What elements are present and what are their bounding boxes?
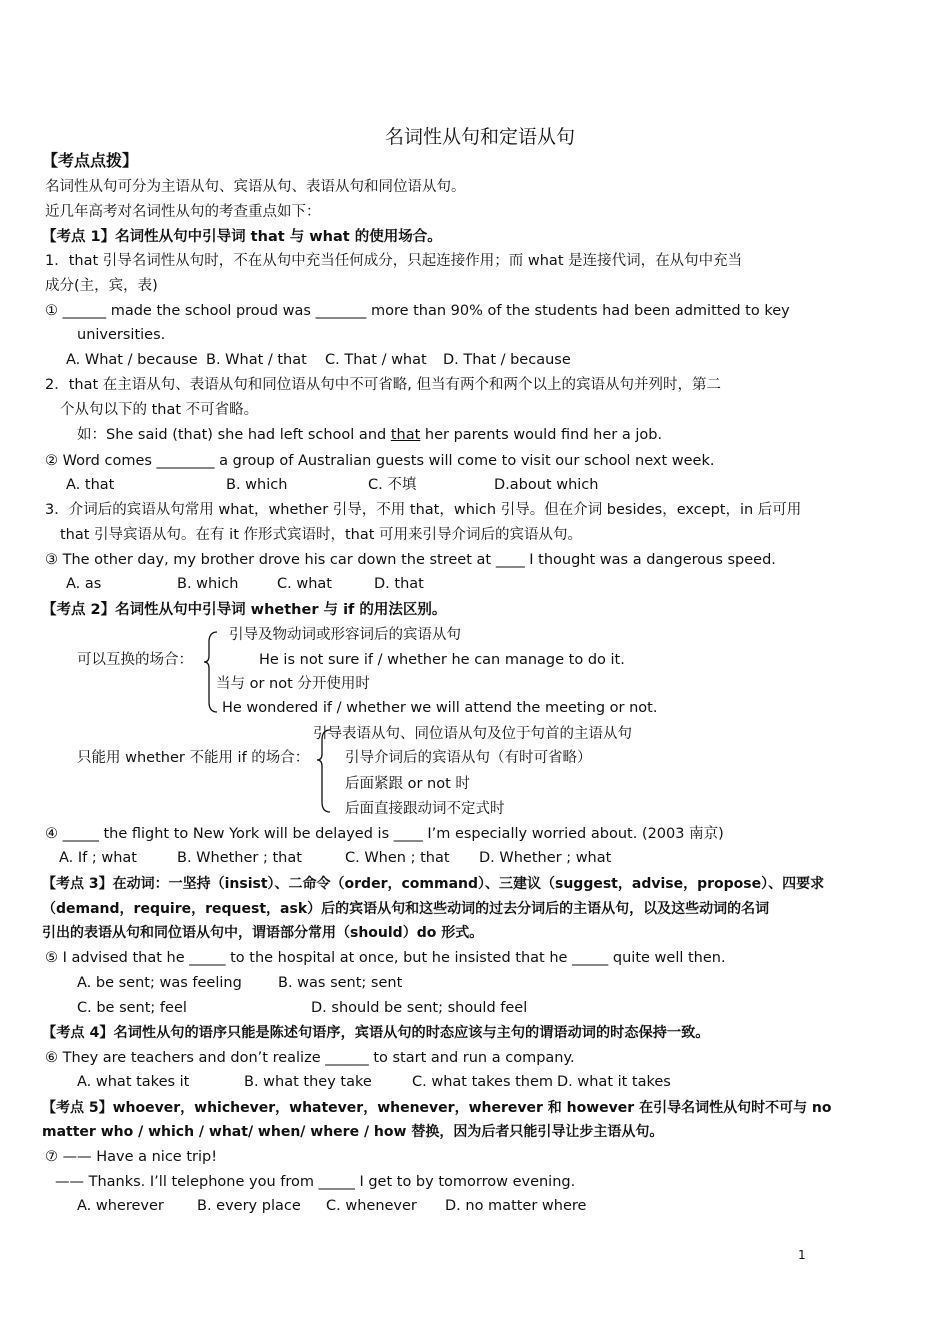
question-7-option-c: C. whenever bbox=[326, 1198, 417, 1214]
point-4-heading: 【考点 4】名词性从句的语序只能是陈述句语序，宾语从句的时态应该与主句的谓语动词的时态保持一致。 bbox=[42, 1025, 710, 1041]
question-7-option-a: A. wherever bbox=[77, 1198, 164, 1214]
question-3-option-a: A. as bbox=[66, 576, 102, 592]
question-4: ④ _____ the flight to New York will be delayed is ____ I’m especially worried about. (2003 南京) bbox=[45, 826, 724, 842]
example-sentence bbox=[77, 425, 662, 445]
question-6-option-c: C. what takes them bbox=[412, 1074, 554, 1090]
question-1b: universities. bbox=[77, 327, 166, 343]
question-2-option-d: D.about which bbox=[494, 477, 599, 493]
question-6-option-d: D. what it takes bbox=[557, 1074, 671, 1090]
point-2-heading: 【考点 2】名词性从句中引导词 whether 与 if 的用法区别。 bbox=[42, 602, 447, 618]
intro-line-1: 名词性从句可分为主语从句、宾语从句、表语从句和同位语从句。 bbox=[45, 179, 466, 195]
question-6-option-b: B. what they take bbox=[244, 1074, 372, 1090]
point-1-heading: 【考点 1】名词性从句中引导词 that 与 what 的使用场合。 bbox=[42, 229, 442, 245]
point-1-rule-2b: 个从句以下的 that 不可省略。 bbox=[60, 402, 259, 418]
example-text-post: her parents would find her a job. bbox=[420, 427, 663, 443]
question-6-option-a: A. what takes it bbox=[77, 1074, 190, 1090]
question-3-option-d: D. that bbox=[374, 576, 424, 592]
question-6: ⑥ They are teachers and don’t realize ______ to start and run a company. bbox=[45, 1050, 575, 1066]
interchangeable-item-1: 引导及物动词或形容词后的宾语从句 bbox=[229, 627, 461, 643]
page-number: 1 bbox=[798, 1248, 806, 1262]
point-1-rule-2a: 2．that 在主语从句、表语从句和同位语从句中不可省略, 但当有两个和两个以上的宾语从句并列时，第二 bbox=[45, 377, 721, 393]
section-heading: 【考点点拨】 bbox=[42, 151, 139, 170]
question-5-option-a: A. be sent; was feeling bbox=[77, 975, 242, 991]
question-5-option-c: C. be sent; feel bbox=[77, 1000, 187, 1016]
question-7-option-b: B. every place bbox=[197, 1198, 301, 1214]
question-5: ⑤ I advised that he _____ to the hospital at once, but he insisted that he _____ quite well then. bbox=[45, 950, 726, 966]
point-1-rule-3b: that 引导宾语从句。在有 it 作形式宾语时，that 可用来引导介词后的宾语从句。 bbox=[60, 527, 583, 543]
question-4-option-a: A. If ; what bbox=[59, 850, 137, 866]
point-3-heading-line-1: 【考点 3】在动词：一坚持（insist）、二命令（order，command）、三建议（suggest，advise，propose）、四要求 bbox=[42, 876, 825, 892]
example-text-pre: 如：She said (that) she had left school and bbox=[77, 427, 391, 443]
question-4-option-c: C. When ; that bbox=[345, 850, 450, 866]
question-7a: ⑦ —— Have a nice trip! bbox=[45, 1149, 218, 1165]
question-5-option-b: B. was sent; sent bbox=[278, 975, 403, 991]
point-3-heading-line-2: （demand，require，request，ask）后的宾语从句和这些动词的过去分词后的主语从句，以及这些动词的名词 bbox=[42, 901, 770, 917]
whether-only-item-1: 引导表语从句、同位语从句及位于句首的主语从句 bbox=[313, 726, 632, 742]
question-7b: —— Thanks. I’ll telephone you from _____ I get to by tomorrow evening. bbox=[55, 1174, 576, 1190]
question-2: ② Word comes ________ a group of Australian guests will come to visit our school next week. bbox=[45, 453, 715, 469]
intro-line-2: 近几年高考对名词性从句的考查重点如下： bbox=[45, 204, 321, 220]
point-5-heading-line-2: matter who / which / what/ when/ where / how 替换，因为后者只能引导让步主语从句。 bbox=[42, 1124, 664, 1140]
question-1a: ① ______ made the school proud was _______ more than 90% of the students had been admitted to key bbox=[45, 303, 790, 319]
example-text-underlined: that bbox=[390, 427, 421, 443]
question-2-option-a: A. that bbox=[66, 477, 115, 493]
question-2-option-b: B. which bbox=[226, 477, 288, 493]
interchangeable-item-2: He is not sure if / whether he can manage to do it. bbox=[259, 652, 625, 668]
brace-interchangeable bbox=[203, 628, 223, 718]
page-title: 名词性从句和定语从句 bbox=[384, 126, 575, 148]
interchangeable-label: 可以互换的场合： bbox=[77, 652, 193, 668]
question-1-option-c: C. That / what bbox=[325, 352, 427, 368]
question-1-option-b: B. What / that bbox=[206, 352, 307, 368]
question-1-option-a: A. What / because bbox=[66, 352, 198, 368]
question-3-option-c: C. what bbox=[277, 576, 332, 592]
point-1-rule-1b: 成分(主，宾，表) bbox=[45, 278, 158, 294]
whether-only-item-4: 后面直接跟动词不定式时 bbox=[345, 801, 505, 817]
question-4-option-d: D. Whether ; what bbox=[479, 850, 612, 866]
question-7-option-d: D. no matter where bbox=[445, 1198, 587, 1214]
whether-only-label: 只能用 whether 不能用 if 的场合： bbox=[77, 750, 310, 766]
question-2-option-c: C. 不填 bbox=[368, 477, 417, 493]
question-1-option-d: D. That / because bbox=[443, 352, 571, 368]
question-5-option-d: D. should be sent; should feel bbox=[311, 1000, 528, 1016]
point-5-heading-line-1: 【考点 5】whoever，whichever，whatever，whenever，wherever 和 however 在引导名词性从句时不可与 no bbox=[42, 1100, 832, 1116]
point-1-rule-1a: 1．that 引导名词性从句时，不在从句中充当任何成分，只起连接作用；而 what 是连接代词，在从句中充当 bbox=[45, 253, 743, 269]
whether-only-item-2: 引导介词后的宾语从句（有时可省略） bbox=[345, 750, 592, 766]
question-3-option-b: B. which bbox=[177, 576, 239, 592]
point-1-rule-3a: 3．介词后的宾语从句常用 what，whether 引导，不用 that，which 引导。但在介词 besides，except，in 后可用 bbox=[45, 502, 802, 518]
interchangeable-item-4: He wondered if / whether we will attend the meeting or not. bbox=[222, 700, 658, 716]
interchangeable-item-3: 当与 or not 分开使用时 bbox=[216, 676, 370, 692]
question-4-option-b: B. Whether ; that bbox=[177, 850, 302, 866]
point-3-heading-line-3: 引出的表语从句和同位语从句中，谓语部分常用（should）do 形式。 bbox=[42, 925, 484, 941]
whether-only-item-3: 后面紧跟 or not 时 bbox=[345, 776, 470, 792]
question-3: ③ The other day, my brother drove his car down the street at ____ I thought was a dangerous speed. bbox=[45, 552, 776, 568]
